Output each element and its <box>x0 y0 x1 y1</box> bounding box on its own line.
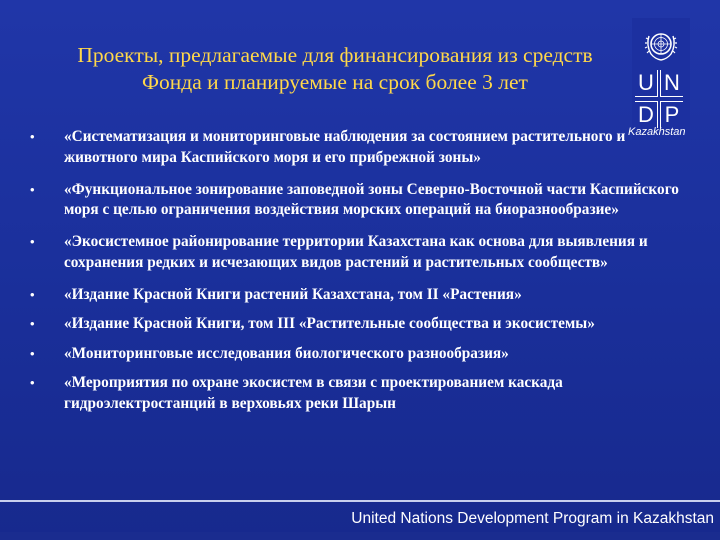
footer-divider <box>0 500 720 502</box>
list-item <box>30 285 695 306</box>
bullet-icon: • <box>30 345 35 361</box>
logo-country-label: Kazakhstan <box>628 126 686 138</box>
bullet-icon: • <box>30 181 35 197</box>
list-item-text: «Экосистемное районирование территории Казахстана как основа для выявления и сохранения редких и исчезающих видов растений и растительных сообществ» <box>64 233 648 271</box>
un-emblem-icon <box>642 26 680 64</box>
list-item-text: «Мероприятия по охране экосистем в связи с проектированием каскада гидроэлектростанций в верховьях реки Шарын <box>64 374 563 412</box>
project-list <box>30 127 695 426</box>
title-line-2: Фонда и планируемые на срок более 3 лет <box>142 70 528 94</box>
bullet-icon: • <box>30 375 35 390</box>
list-item-text: «Издание Красной Книги растений Казахстана, том II «Растения» <box>64 285 522 303</box>
undp-letters <box>635 70 687 132</box>
list-item <box>30 314 695 335</box>
bullet-icon: • <box>30 286 35 302</box>
undp-logo <box>632 18 690 140</box>
footer-caption: United Nations Development Program in Kazakhstan <box>351 510 714 527</box>
list-item-text: «Мониторинговые исследования биологического разнообразия» <box>64 344 509 362</box>
logo-letter-d: D <box>635 101 658 128</box>
list-item <box>30 127 695 168</box>
bullet-icon: • <box>30 129 35 144</box>
list-item-text: «Функциональное зонирование заповедной зоны Северно-Восточной части Каспийского моря с целью ограничения воздействия морских операций на биоразнообразие» <box>64 180 679 218</box>
logo-letter-p: P <box>660 101 683 128</box>
list-item <box>30 344 695 365</box>
bullet-icon: • <box>30 316 35 331</box>
slide-title <box>40 42 630 96</box>
footer-bar <box>0 532 720 540</box>
logo-letter-n: N <box>660 70 683 97</box>
title-line-1: Проекты, предлагаемые для финансирования из средств <box>77 43 593 67</box>
list-item-text: «Издание Красной Книги, том III «Растительные сообщества и экосистемы» <box>64 315 595 332</box>
logo-letter-u: U <box>635 70 658 97</box>
list-item <box>30 180 695 221</box>
list-item-text: «Систематизация и мониторинговые наблюдения за состоянием растительного и животного мира Каспийского моря и его прибрежной зоны» <box>64 128 626 166</box>
list-item <box>30 232 695 273</box>
bullet-icon: • <box>30 234 35 249</box>
list-item <box>30 373 695 414</box>
